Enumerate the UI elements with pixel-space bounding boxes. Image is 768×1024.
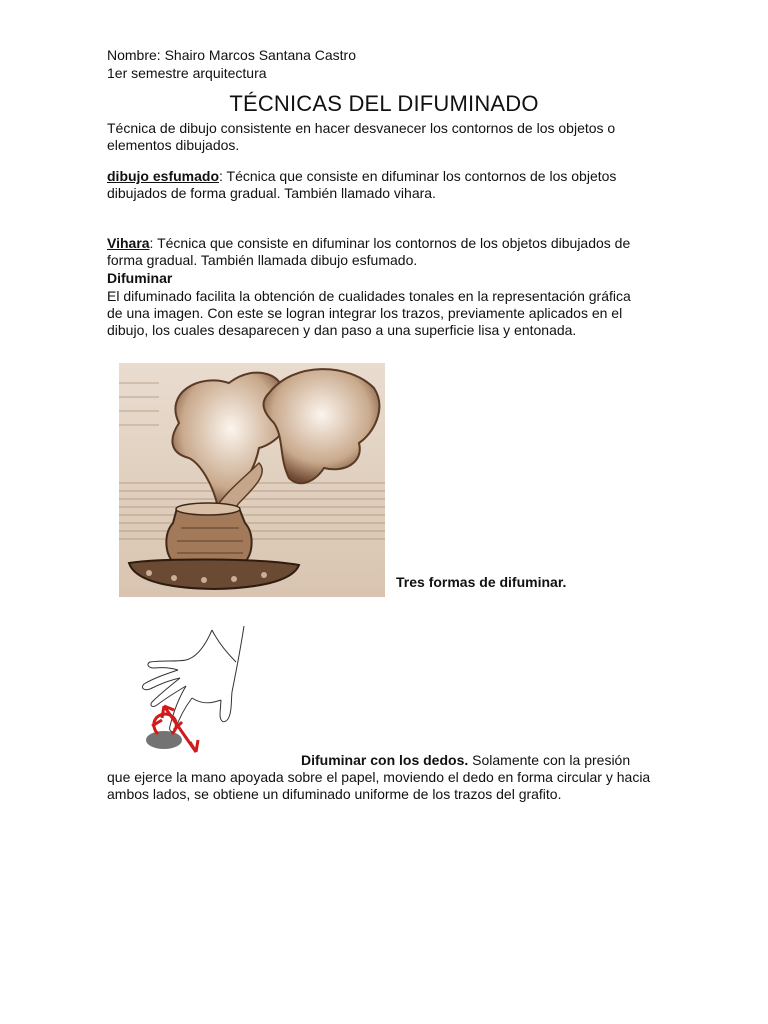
esfumado-definition: : Técnica que consiste en difuminar los contornos de los objetos dibujados de forma gradual. También llamado vihara. bbox=[107, 168, 617, 201]
dedos-body: Solamente con la presión que ejerce la mano apoyada sobre el papel, moviendo el dedo en forma circular y hacia ambos lados, se obtiene un difuminado uniforme de los trazos del grafito. bbox=[107, 752, 651, 802]
smoke-vase-drawing-icon bbox=[119, 363, 385, 597]
semester: 1er semestre arquitectura bbox=[107, 65, 267, 81]
vihara-paragraph bbox=[107, 235, 667, 269]
author-name: Nombre: Shairo Marcos Santana Castro bbox=[107, 47, 356, 63]
difuminar-body: El difuminado facilita la obtención de cualidades tonales en la representación gráfica de una imagen. Con este se logran integrar los trazos, previamente aplicados en el dibujo, los cuales desaparecen y dan paso a una superficie lisa y entonada. bbox=[107, 288, 631, 338]
vihara-term: Vihara bbox=[107, 235, 150, 251]
figure1-caption: Tres formas de difuminar. bbox=[396, 574, 567, 590]
intro-paragraph: Técnica de dibujo consistente en hacer desvanecer los contornos de los objetos o elementos dibujados. bbox=[107, 120, 616, 153]
dedos-paragraph bbox=[107, 752, 652, 803]
hand-smudging-drawing-icon bbox=[136, 622, 256, 762]
page-title: TÉCNICAS DEL DIFUMINADO bbox=[229, 91, 539, 116]
dedos-term: Difuminar con los dedos. bbox=[301, 752, 469, 768]
esfumado-term: dibujo esfumado bbox=[107, 168, 219, 184]
esfumado-paragraph bbox=[107, 168, 667, 202]
vihara-definition: : Técnica que consiste en difuminar los contornos de los objetos dibujados de forma gradual. También llamada dibujo esfumado. bbox=[107, 235, 631, 268]
difuminar-heading: Difuminar bbox=[107, 270, 173, 286]
